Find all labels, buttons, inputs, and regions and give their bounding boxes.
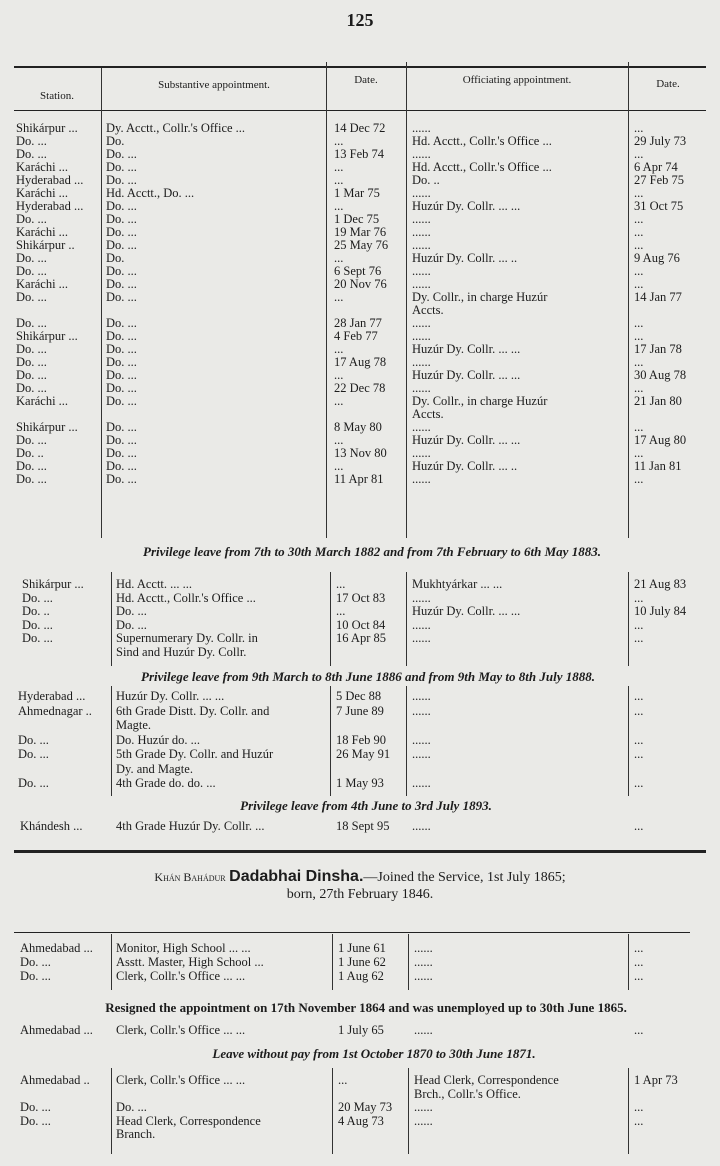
substantive-cell: Do. ... (106, 160, 137, 174)
officiating-cell: ...... (412, 472, 431, 486)
officiating-date-cell: 9 Aug 76 (634, 251, 680, 265)
substantive-cell: Hd. Acctt., Do. ... (106, 186, 195, 200)
officiating-date-cell: ... (634, 617, 644, 632)
officiating-cell: Accts. (412, 407, 444, 421)
col-divider (406, 572, 407, 666)
officiating-cell: ...... (414, 955, 433, 969)
date-cell: ... (334, 160, 344, 174)
officiating-date-cell: 27 Feb 75 (634, 173, 684, 187)
officiating-cell: ...... (414, 969, 433, 983)
station-cell: Karáchi ... (16, 186, 69, 200)
substantive-cell: Do. ... (106, 368, 137, 382)
substantive-cell: Branch. (116, 1127, 156, 1141)
substantive-cell: Do. ... (106, 472, 137, 486)
substantive-cell: Do. ... (106, 355, 137, 369)
date-cell: 1 Dec 75 (334, 212, 380, 226)
date-cell: 22 Dec 78 (334, 381, 386, 395)
officiating-date-cell: ... (634, 590, 644, 605)
station-cell: Do. ... (16, 147, 47, 161)
header-bottom-rule (14, 110, 706, 111)
station-cell: Do. ... (16, 251, 47, 265)
station-cell: Do. ... (16, 381, 47, 395)
officiating-cell: ...... (412, 617, 431, 632)
officiating-cell: ...... (412, 732, 431, 747)
station-cell: Do. ... (16, 316, 47, 330)
station-cell: Do. ... (16, 134, 47, 148)
caption-privilege-leave-1: Privilege leave from 7th to 30th March 1882 and from 7th February to 6th May 1883. (143, 544, 601, 559)
substantive-cell: Do. ... (116, 1100, 147, 1114)
officiating-cell: Accts. (412, 303, 444, 317)
officiating-cell: ...... (412, 186, 431, 200)
officiating-cell: Huzúr Dy. Collr. ... .. (412, 251, 518, 265)
officiating-date-cell: ... (634, 212, 644, 226)
date-cell: 1 June 62 (338, 955, 386, 969)
station-cell: Do. ... (20, 1100, 51, 1114)
officiating-cell: ...... (412, 446, 431, 460)
substantive-cell: Do. ... (106, 381, 137, 395)
officiating-date-cell: ... (634, 446, 644, 460)
substantive-cell: Do. Huzúr do. ... (116, 732, 201, 747)
officiating-cell: ...... (412, 776, 431, 790)
station-cell: Do. ... (16, 433, 47, 447)
header-substantive: Substantive appointment. (158, 79, 270, 91)
officiating-cell: ...... (412, 316, 431, 330)
officiating-cell: ...... (412, 264, 431, 278)
substantive-cell: Huzúr Dy. Collr. ... ... (116, 689, 225, 703)
station-cell: Do. ... (16, 472, 47, 486)
date-cell: ... (334, 368, 344, 382)
date-cell: 4 Feb 77 (334, 329, 378, 343)
date-cell: 19 Mar 76 (334, 225, 387, 239)
date-cell: 13 Nov 80 (334, 446, 387, 460)
substantive-cell: Do. ... (106, 277, 137, 291)
station-cell: Ahmedabad ... (20, 1023, 93, 1037)
officiating-date-cell: 29 July 73 (634, 134, 687, 148)
substantive-cell: Magte. (116, 718, 152, 732)
station-cell: Do. ... (20, 955, 51, 969)
table-top-rule (14, 66, 706, 68)
station-cell: Hyderabad ... (18, 689, 86, 703)
col-divider (332, 1068, 333, 1154)
date-cell: ... (334, 199, 344, 213)
substantive-cell: Dy. Acctt., Collr.'s Office ... (106, 121, 246, 135)
substantive-cell: Do. ... (106, 394, 137, 408)
col-divider (111, 572, 112, 666)
date-cell: ... (334, 342, 344, 356)
station-cell: Ahmedabad .. (20, 1073, 90, 1087)
col-divider (408, 934, 409, 990)
station-cell: Ahmednagar .. (18, 703, 92, 718)
station-cell: Karáchi ... (16, 394, 69, 408)
date-cell: 10 Oct 84 (336, 617, 386, 632)
officiating-cell: Huzúr Dy. Collr. ... .. (412, 459, 518, 473)
date-cell: 1 May 93 (336, 776, 384, 790)
date-cell: ... (334, 290, 344, 304)
officiating-cell: ...... (414, 1113, 433, 1128)
col-divider (101, 68, 102, 538)
officiating-cell: Do. .. (412, 173, 440, 187)
officer-title: Khán Bahádur (154, 870, 226, 884)
officiating-cell: Huzúr Dy. Collr. ... ... (412, 604, 521, 618)
col-divider (111, 686, 112, 796)
date-cell: 14 Dec 72 (334, 121, 386, 135)
date-cell: 1 June 61 (338, 941, 386, 955)
officiating-date-cell: ... (634, 277, 644, 291)
officiating-date-cell: ... (634, 186, 644, 200)
col-divider (628, 934, 629, 990)
station-cell: Do. ... (20, 1113, 51, 1128)
officiating-cell: ...... (414, 941, 433, 955)
date-cell: 5 Dec 88 (336, 689, 382, 703)
col-divider (326, 62, 327, 538)
date-cell: 13 Feb 74 (334, 147, 384, 161)
col-divider (330, 686, 331, 796)
station-cell: Do. ... (16, 264, 47, 278)
date-cell: ... (334, 433, 344, 447)
officiating-cell: ...... (412, 381, 431, 395)
officiating-cell: ...... (412, 329, 431, 343)
station-cell: Hyderabad ... (16, 199, 84, 213)
officiating-date-cell: ... (634, 147, 644, 161)
officiating-date-cell: 21 Jan 80 (634, 394, 682, 408)
date-cell: 1 Mar 75 (334, 186, 380, 200)
officiating-date-cell: ... (634, 420, 644, 434)
substantive-cell: Do. ... (106, 173, 137, 187)
officiating-date-cell: ... (634, 264, 644, 278)
substantive-cell: Clerk, Collr.'s Office ... ... (116, 1073, 246, 1087)
officiating-date-cell: 17 Jan 78 (634, 342, 682, 356)
substantive-cell: Do. ... (106, 459, 137, 473)
substantive-cell: Head Clerk, Correspondence (116, 1113, 261, 1128)
officiating-cell: Mukhtyárkar ... ... (412, 577, 503, 591)
station-cell: Do. ... (16, 368, 47, 382)
officiating-date-cell: ... (634, 732, 644, 747)
substantive-cell: Sind and Huzúr Dy. Collr. (116, 644, 247, 659)
officiating-date-cell: 31 Oct 75 (634, 199, 684, 213)
substantive-cell: Do. ... (116, 617, 147, 632)
col-divider (628, 686, 629, 796)
station-cell: Shikárpur ... (16, 329, 78, 343)
col-divider (628, 1068, 629, 1154)
officiating-cell: Hd. Acctt., Collr.'s Office ... (412, 160, 552, 174)
col-divider (111, 1068, 112, 1154)
officiating-date-cell: ... (634, 689, 644, 703)
officiating-cell: ...... (412, 355, 431, 369)
substantive-cell: Do. ... (106, 238, 137, 252)
date-cell: ... (334, 173, 344, 187)
substantive-cell: Asstt. Master, High School ... (116, 955, 264, 969)
substantive-cell: Do. ... (106, 342, 137, 356)
header-officiating: Officiating appointment. (462, 74, 572, 86)
date-cell: ... (336, 577, 346, 591)
station-cell: Shikárpur ... (16, 420, 78, 434)
col-divider (406, 686, 407, 796)
station-cell: Do. ... (18, 776, 49, 790)
officiating-cell: ...... (412, 590, 431, 605)
officer-heading (0, 868, 720, 903)
officiating-cell: ...... (412, 747, 431, 761)
header-date-2: Date. (656, 78, 680, 90)
date-cell: 11 Apr 81 (334, 472, 384, 486)
date-cell: 17 Aug 78 (334, 355, 387, 369)
col-divider (330, 572, 331, 666)
date-cell: 18 Sept 95 (336, 819, 390, 833)
officiating-cell: ...... (412, 420, 431, 434)
officiating-cell: Hd. Acctt., Collr.'s Office ... (412, 134, 552, 148)
station-cell: Ahmedabad ... (20, 941, 93, 955)
station-cell: Karáchi ... (16, 160, 69, 174)
substantive-cell: 4th Grade do. do. ... (116, 776, 216, 790)
officiating-date-cell: ... (634, 316, 644, 330)
substantive-cell: Do. ... (106, 329, 137, 343)
date-cell: 17 Oct 83 (336, 590, 386, 605)
station-cell: Do. .. (22, 604, 50, 618)
officiating-cell: Huzúr Dy. Collr. ... ... (412, 199, 521, 213)
officiating-cell: Dy. Collr., in charge Huzúr (412, 290, 548, 304)
station-cell: Do. ... (16, 290, 47, 304)
col-divider (406, 62, 407, 538)
substantive-cell: 4th Grade Huzúr Dy. Collr. ... (116, 819, 265, 833)
officiating-date-cell: 30 Aug 78 (634, 368, 687, 382)
date-cell: ... (334, 134, 344, 148)
col-divider (111, 934, 112, 990)
date-cell: ... (334, 459, 344, 473)
substantive-cell: 5th Grade Dy. Collr. and Huzúr (116, 747, 274, 761)
officiating-cell: Dy. Collr., in charge Huzúr (412, 394, 548, 408)
officiating-date-cell: ... (634, 355, 644, 369)
officiating-cell: ...... (412, 819, 431, 833)
station-cell: Do. ... (20, 969, 51, 983)
substantive-cell: Do. ... (106, 199, 137, 213)
date-cell: 1 Aug 62 (338, 969, 384, 983)
station-cell: Karáchi ... (16, 277, 69, 291)
officiating-cell: Huzúr Dy. Collr. ... ... (412, 433, 521, 447)
station-cell: Do. ... (18, 747, 49, 761)
officiating-cell: Brch., Collr.'s Office. (414, 1086, 521, 1101)
station-cell: Shikárpur ... (22, 577, 84, 591)
section-divider-rule (14, 850, 706, 853)
officer-name: Dadabhai Dinsha. (229, 868, 364, 885)
officiating-date-cell: ... (634, 969, 644, 983)
officiating-cell: ...... (412, 147, 431, 161)
station-cell: Karáchi ... (16, 225, 69, 239)
date-cell: 4 Aug 73 (338, 1113, 384, 1128)
officiating-date-cell: 6 Apr 74 (634, 160, 678, 174)
page-number: 125 (346, 10, 374, 30)
date-cell: 8 May 80 (334, 420, 382, 434)
substantive-cell: Clerk, Collr.'s Office ... ... (116, 969, 246, 983)
date-cell: ... (334, 251, 344, 265)
date-cell: ... (334, 394, 344, 408)
substantive-cell: Supernumerary Dy. Collr. in (116, 631, 258, 645)
station-cell: Do. .. (16, 446, 44, 460)
station-cell: Do. ... (16, 212, 47, 226)
officiating-date-cell: ... (634, 329, 644, 343)
station-cell: Do. ... (22, 617, 53, 632)
officiating-cell: Huzúr Dy. Collr. ... ... (412, 342, 521, 356)
substantive-cell: 6th Grade Distt. Dy. Collr. and (116, 703, 270, 718)
substantive-cell: Do. ... (116, 604, 147, 618)
officiating-date-cell: ... (634, 121, 644, 135)
table2-top-rule (14, 932, 690, 933)
substantive-cell: Do. ... (106, 316, 137, 330)
officiating-cell: ...... (412, 277, 431, 291)
officiating-date-cell: 17 Aug 80 (634, 433, 687, 447)
substantive-cell: Do. ... (106, 147, 137, 161)
officiating-cell: ...... (412, 212, 431, 226)
col-divider (628, 572, 629, 666)
officiating-cell: ...... (414, 1023, 433, 1037)
officiating-date-cell: ... (634, 631, 644, 645)
officiating-cell: ...... (412, 703, 431, 718)
substantive-cell: Do. ... (106, 212, 137, 226)
header-station: Station. (40, 90, 74, 102)
station-cell: Do. ... (16, 342, 47, 356)
officiating-date-cell: ... (634, 1100, 644, 1114)
substantive-cell: Do. ... (106, 225, 137, 239)
substantive-cell: Dy. and Magte. (116, 761, 193, 776)
date-cell: 28 Jan 77 (334, 316, 382, 330)
station-cell: Khándesh ... (20, 819, 83, 833)
officiating-date-cell: ... (634, 703, 644, 718)
substantive-cell: Do. ... (106, 420, 137, 434)
station-cell: Do. ... (22, 590, 53, 605)
col-divider (332, 934, 333, 990)
date-cell: 7 June 89 (336, 703, 384, 718)
station-cell: Shikárpur .. (16, 238, 75, 252)
substantive-cell: Monitor, High School ... ... (116, 941, 251, 955)
officer-born-line: born, 27th February 1846. (286, 887, 434, 902)
officiating-cell: Head Clerk, Correspondence (414, 1073, 559, 1087)
substantive-cell: Hd. Acctt. ... ... (116, 577, 193, 591)
officiating-cell: ...... (412, 121, 431, 135)
officiating-date-cell: ... (634, 238, 644, 252)
officiating-date-cell: ... (634, 747, 644, 761)
date-cell: 18 Feb 90 (336, 732, 386, 747)
station-cell: Do. ... (22, 631, 53, 645)
date-cell: 20 May 73 (338, 1100, 393, 1114)
officiating-date-cell: 10 July 84 (634, 604, 687, 618)
officiating-cell: ...... (414, 1100, 433, 1114)
officiating-date-cell: ... (634, 225, 644, 239)
officiating-date-cell: ... (634, 819, 644, 833)
substantive-cell: Hd. Acctt., Collr.'s Office ... (116, 590, 256, 605)
substantive-cell: Do. ... (106, 433, 137, 447)
officiating-cell: ...... (412, 238, 431, 252)
officiating-date-cell: 1 Apr 73 (634, 1073, 678, 1087)
officiating-date-cell: ... (634, 955, 644, 969)
header-date: Date. (354, 74, 378, 86)
col-divider (408, 1068, 409, 1154)
caption-leave-without-pay: Leave without pay from 1st October 1870 to 30th June 1871. (212, 1046, 536, 1061)
station-cell: Do. ... (16, 355, 47, 369)
officiating-date-cell: ... (634, 1023, 644, 1037)
officiating-date-cell: ... (634, 472, 644, 486)
substantive-cell: Do. ... (106, 446, 137, 460)
date-cell: 16 Apr 85 (336, 631, 386, 645)
date-cell: 25 May 76 (334, 238, 389, 252)
substantive-cell: Do. (106, 134, 125, 148)
officiating-cell: ...... (412, 225, 431, 239)
substantive-cell: Do. ... (106, 290, 137, 304)
date-cell: ... (336, 604, 346, 618)
caption-resigned: Resigned the appointment on 17th November 1864 and was unemployed up to 30th June 1865. (105, 1000, 627, 1015)
officiating-date-cell: 11 Jan 81 (634, 459, 682, 473)
officiating-cell: ...... (412, 689, 431, 703)
station-cell: Do. ... (18, 732, 49, 747)
date-cell: ... (338, 1073, 348, 1087)
station-cell: Shikárpur ... (16, 121, 78, 135)
col-divider (628, 62, 629, 538)
station-cell: Hyderabad ... (16, 173, 84, 187)
officiating-date-cell: ... (634, 941, 644, 955)
officiating-date-cell: ... (634, 1113, 644, 1128)
officiating-date-cell: ... (634, 776, 644, 790)
officer-service-line: —Joined the Service, 1st July 1865; (363, 870, 566, 885)
officiating-cell: Huzúr Dy. Collr. ... ... (412, 368, 521, 382)
date-cell: 6 Sept 76 (334, 264, 382, 278)
substantive-cell: Do. (106, 251, 125, 265)
substantive-cell: Clerk, Collr.'s Office ... ... (116, 1023, 246, 1037)
date-cell: 20 Nov 76 (334, 277, 387, 291)
date-cell: 26 May 91 (336, 747, 391, 761)
substantive-cell: Do. ... (106, 264, 137, 278)
officiating-date-cell: ... (634, 381, 644, 395)
caption-privilege-leave-2: Privilege leave from 9th March to 8th June 1886 and from 9th May to 8th July 1888. (141, 669, 595, 684)
officiating-cell: ...... (412, 631, 431, 645)
officiating-date-cell: 21 Aug 83 (634, 577, 687, 591)
station-cell: Do. ... (16, 459, 47, 473)
officiating-date-cell: 14 Jan 77 (634, 290, 682, 304)
caption-privilege-leave-3: Privilege leave from 4th June to 3rd July 1893. (240, 798, 492, 813)
date-cell: 1 July 65 (338, 1023, 384, 1037)
